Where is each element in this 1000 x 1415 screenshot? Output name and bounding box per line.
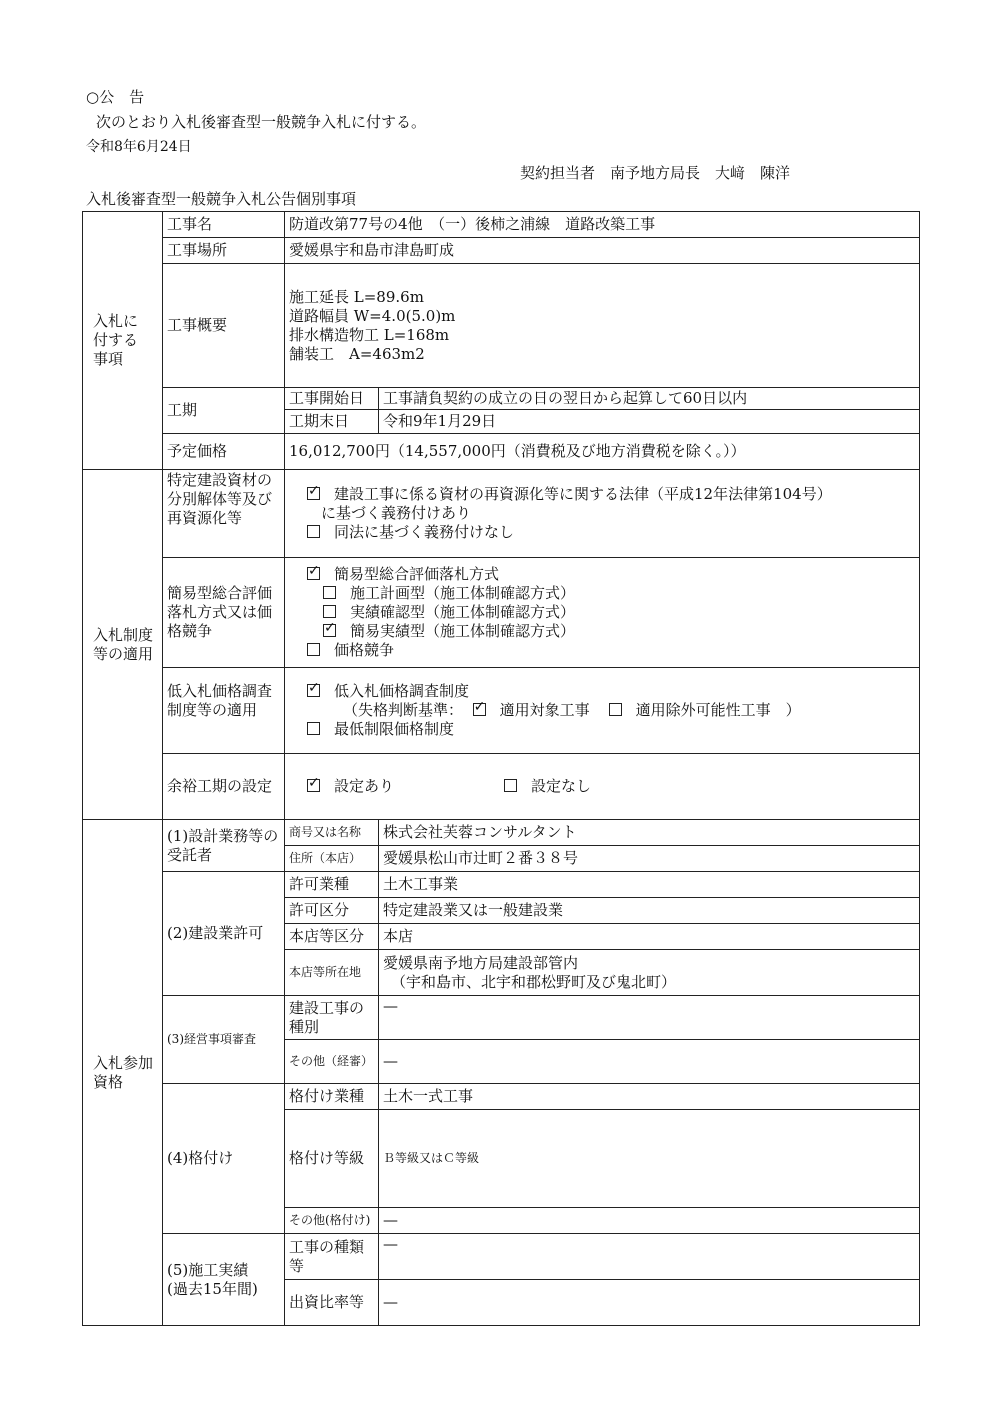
permit-class-value: 特定建設業又は一般建設業 xyxy=(379,898,920,924)
low-option-survey xyxy=(307,682,915,701)
section-bid-system xyxy=(83,470,163,820)
option-text: 簡易型総合評価落札方式 xyxy=(334,565,500,583)
notice-intro: 次のとおり入札後審査型一般競争入札に付する。 xyxy=(96,113,427,131)
rank-type-value: 土木一式工事 xyxy=(379,1084,920,1110)
design-name-value: 株式会社芙蓉コンサルタント xyxy=(379,820,920,846)
start-label: 工事開始日 xyxy=(285,388,379,410)
eval-option-price xyxy=(307,641,915,660)
eval-option-sub2 xyxy=(307,603,915,622)
option-text: 適用除外可能性工事 ） xyxy=(635,701,801,719)
signer: 契約担当者 南予地方局長 大﨑 陳洋 xyxy=(520,164,791,182)
table-title: 入札後審査型一般競争入札公告個別事項 xyxy=(86,190,357,208)
hq-class-label: 本店等区分 xyxy=(285,924,379,950)
price-value: 16,012,700円（14,557,000円（消費税及び地方消費税を除く。）） xyxy=(285,434,920,470)
eval-option-sub3 xyxy=(307,622,915,641)
hq-loc-label: 本店等所在地 xyxy=(285,950,379,996)
end-value: 令和9年1月29日 xyxy=(379,410,920,434)
option-text: 簡易実績型（施工体制確認方式） xyxy=(350,622,576,640)
audit-kind-value: — xyxy=(379,996,920,1040)
checkbox-unchecked-icon xyxy=(323,605,336,618)
recycle-option-yes xyxy=(307,485,915,504)
slack-label: 余裕工期の設定 xyxy=(163,754,285,820)
design-label: (1)設計業務等の受託者 xyxy=(163,820,285,872)
recycle-option-yes-cont: に基づく義務付けあり xyxy=(321,504,472,522)
section-bid-items xyxy=(83,212,163,470)
start-value: 工事請負契約の成立の日の翌日から起算して60日以内 xyxy=(379,388,920,410)
audit-kind-label: 建設工事の種別 xyxy=(285,996,379,1040)
option-text: 価格競争 xyxy=(334,641,395,659)
recycle-label: 特定建設資材の分別解体等及び再資源化等 xyxy=(163,470,285,558)
option-text: 適用対象工事 xyxy=(499,701,590,719)
eval-option-main xyxy=(307,565,915,584)
record-label xyxy=(163,1234,285,1326)
design-name-label: 商号又は名称 xyxy=(285,820,379,846)
work-summary-value xyxy=(285,264,920,388)
work-name-label: 工事名 xyxy=(163,212,285,238)
design-addr-value: 愛媛県松山市辻町２番３８号 xyxy=(379,846,920,872)
eval-label: 簡易型総合評価落札方式又は価格競争 xyxy=(163,558,285,668)
work-summary-label: 工事概要 xyxy=(163,264,285,388)
option-text: 同法に基づく義務付けなし xyxy=(334,523,515,541)
hq-loc-line2: （宇和島市、北宇和郡松野町及び鬼北町） xyxy=(391,972,677,991)
hq-loc-value xyxy=(379,950,920,996)
summary-line: 道路幅員 W=4.0(5.0)m xyxy=(289,306,456,325)
record-label-line2: (過去15年間) xyxy=(167,1279,258,1298)
option-text: 低入札価格調査制度 xyxy=(334,682,470,700)
audit-other-label: その他（経審） xyxy=(285,1040,379,1084)
notice-table xyxy=(82,211,920,1326)
section-label: 入札制度等の適用 xyxy=(93,625,154,663)
section-label: 入札参加資格 xyxy=(93,1053,154,1091)
checkbox-checked-icon xyxy=(307,487,320,500)
checkbox-checked-icon xyxy=(307,684,320,697)
audit-label: (3)経営事項審査 xyxy=(163,996,285,1084)
hq-loc-line1: 愛媛県南予地方局建設部管内 xyxy=(383,953,579,972)
option-text: 施工計画型（施工体制確認方式） xyxy=(350,584,576,602)
checkbox-checked-icon xyxy=(323,624,336,637)
permit-class-label: 許可区分 xyxy=(285,898,379,924)
summary-line: 施工延長 L=89.6m xyxy=(289,287,424,306)
eval-options xyxy=(285,558,920,668)
work-name-value: 防道改第77号の4他 （一）後柿之浦線 道路改築工事 xyxy=(285,212,920,238)
rank-grade-value: Ｂ等級又はＣ等級 xyxy=(379,1110,920,1208)
hq-class-value: 本店 xyxy=(379,924,920,950)
option-text: 実績確認型（施工体制確認方式） xyxy=(350,603,576,621)
checkbox-checked-icon xyxy=(473,703,486,716)
checkbox-unchecked-icon xyxy=(307,722,320,735)
permit-type-label: 許可業種 xyxy=(285,872,379,898)
recycle-options xyxy=(285,470,920,558)
section-label: 入札に付する事項 xyxy=(93,312,139,368)
record-label-line1: (5)施工実績 xyxy=(167,1260,249,1279)
rank-grade-label: 格付け等級 xyxy=(285,1110,379,1208)
summary-line: 排水構造物工 L=168m xyxy=(289,325,450,344)
price-label: 予定価格 xyxy=(163,434,285,470)
permit-label: (2)建設業許可 xyxy=(163,872,285,996)
checkbox-unchecked-icon xyxy=(307,643,320,656)
checkbox-unchecked-icon xyxy=(307,525,320,538)
summary-line: 舗装工 A=463m2 xyxy=(289,344,425,363)
low-options xyxy=(285,668,920,754)
checkbox-unchecked-icon xyxy=(323,586,336,599)
low-basis xyxy=(307,701,915,720)
option-text: 最低制限価格制度 xyxy=(334,720,455,738)
slack-row xyxy=(307,777,915,796)
work-place-label: 工事場所 xyxy=(163,238,285,264)
record-ratio-label: 出資比率等 xyxy=(285,1280,379,1326)
rank-label: (4)格付け xyxy=(163,1084,285,1234)
record-kind-value: — xyxy=(379,1234,920,1280)
checkbox-unchecked-icon xyxy=(504,779,517,792)
low-label: 低入札価格調査制度等の適用 xyxy=(163,668,285,754)
record-kind-label: 工事の種類等 xyxy=(285,1234,379,1280)
rank-type-label: 格付け業種 xyxy=(285,1084,379,1110)
notice-date: 令和8年6月24日 xyxy=(86,139,192,155)
option-text: 設定あり xyxy=(334,777,395,795)
audit-other-value: — xyxy=(379,1040,920,1084)
checkbox-checked-icon xyxy=(307,779,320,792)
basis-text: （失格判断基準： xyxy=(343,701,464,719)
period-label: 工期 xyxy=(163,388,285,434)
low-option-min xyxy=(307,720,915,739)
design-addr-label: 住所（本店） xyxy=(285,846,379,872)
checkbox-unchecked-icon xyxy=(609,703,622,716)
recycle-option-no xyxy=(307,523,915,542)
option-text: 設定なし xyxy=(531,777,592,795)
eval-option-sub1 xyxy=(307,584,915,603)
option-text: 建設工事に係る資材の再資源化等に関する法律（平成12年法律第104号） xyxy=(334,485,832,503)
checkbox-checked-icon xyxy=(307,567,320,580)
permit-type-value: 土木工事業 xyxy=(379,872,920,898)
slack-options xyxy=(285,754,920,820)
notice-heading: ○公 告 xyxy=(86,88,145,106)
rank-other-label: その他(格付け) xyxy=(285,1208,379,1234)
record-ratio-value: — xyxy=(379,1280,920,1326)
rank-other-value: — xyxy=(379,1208,920,1234)
work-place-value: 愛媛県宇和島市津島町成 xyxy=(285,238,920,264)
end-label: 工期末日 xyxy=(285,410,379,434)
section-qualification xyxy=(83,820,163,1326)
